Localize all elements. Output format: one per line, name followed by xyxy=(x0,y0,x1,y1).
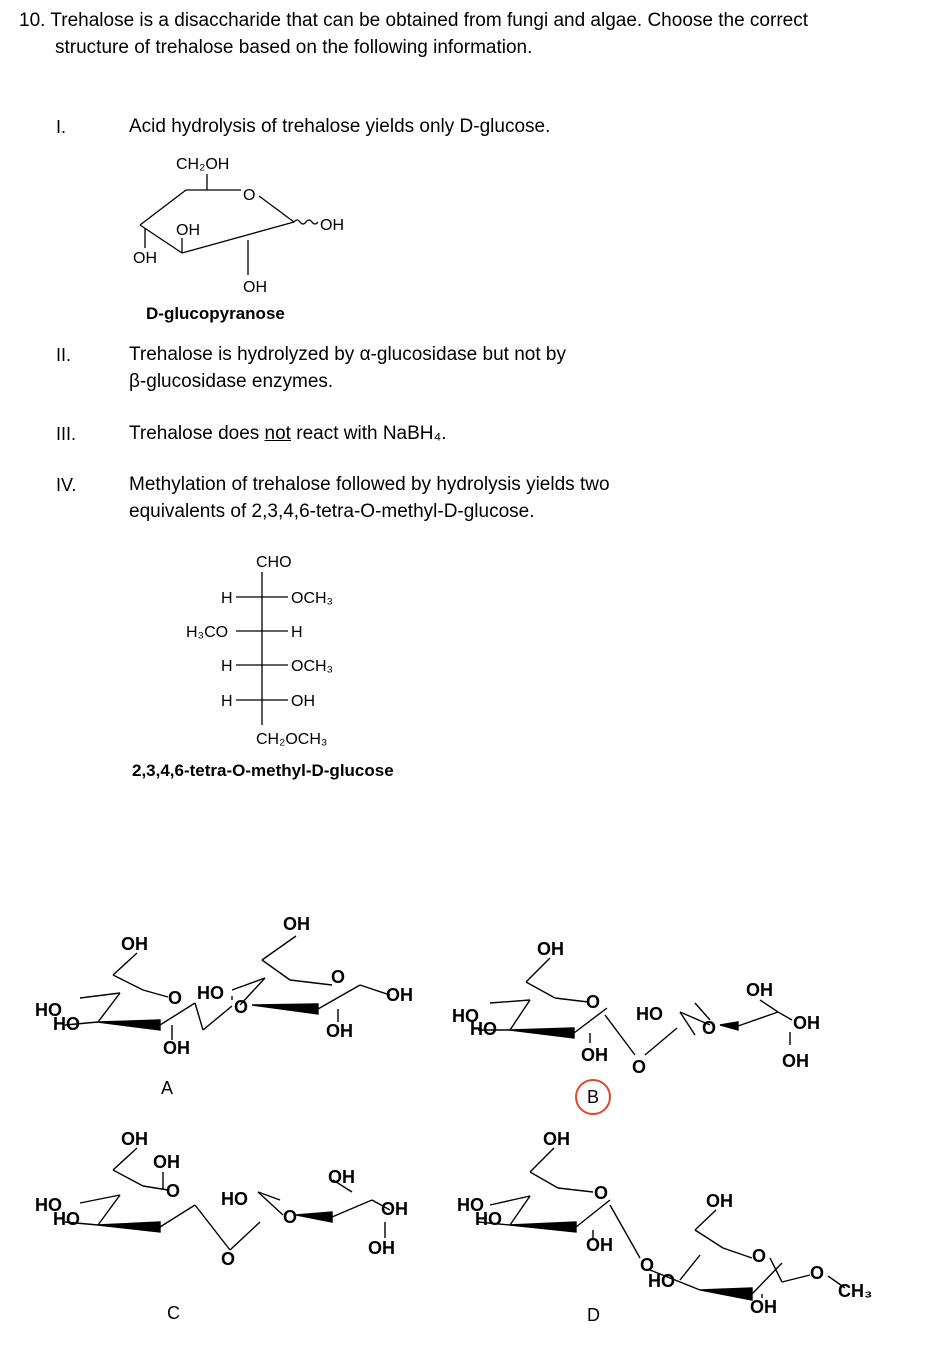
d-oh-1: OH xyxy=(543,1129,570,1149)
d-o-1: O xyxy=(594,1183,609,1203)
statement-iii-after: react with NaBH₄. xyxy=(290,423,447,444)
a-o-1: O xyxy=(168,988,183,1008)
fischer-caption: 2,3,4,6-tetra-O-methyl-D-glucose xyxy=(132,761,394,780)
statement-iii-underlined: not xyxy=(264,423,291,444)
fischer-top: CHO xyxy=(256,554,292,571)
fischer-row2-left: H₃CO xyxy=(186,624,229,641)
fischer-row2-right: H xyxy=(291,624,303,641)
gp-ring-o: O xyxy=(243,187,256,204)
b-oh-5: OH xyxy=(782,1051,809,1071)
d-oh-3: OH xyxy=(706,1191,733,1211)
fischer-bottom: CH₂OCH₃ xyxy=(256,731,328,748)
numeral-iv: IV. xyxy=(56,475,77,495)
c-oh-2: OH xyxy=(153,1152,180,1172)
b-ho-1: HO xyxy=(452,1006,479,1026)
b-ho-2: HO xyxy=(470,1019,497,1039)
choice-c-label[interactable]: C xyxy=(167,1303,180,1323)
gp-oh-c2: OH xyxy=(243,279,267,296)
fischer-row3-right: OCH₃ xyxy=(291,658,334,675)
c-oh-5: OH xyxy=(368,1238,395,1258)
c-oh-1: OH xyxy=(121,1129,148,1149)
choice-a-label[interactable]: A xyxy=(161,1078,174,1098)
statement-iv-line-2: equivalents of 2,3,4,6-tetra-O-methyl-D-glucose. xyxy=(129,501,535,522)
a-oh-1: OH xyxy=(121,934,148,954)
choice-d-label[interactable]: D xyxy=(587,1305,600,1325)
a-oh-3: OH xyxy=(283,914,310,934)
b-ho-3: HO xyxy=(636,1004,663,1024)
statement-iv-line-1: Methylation of trehalose followed by hydrolysis yields two xyxy=(129,474,610,495)
d-ho-3: HO xyxy=(648,1271,675,1291)
b-oh-2: OH xyxy=(581,1045,608,1065)
choice-b-label[interactable]: B xyxy=(587,1087,600,1107)
numeral-ii: II. xyxy=(56,345,72,365)
fischer-row4-right: OH xyxy=(291,693,315,710)
a-ho-2: HO xyxy=(53,1014,80,1034)
c-ho-2: HO xyxy=(53,1209,80,1229)
d-oh-2: OH xyxy=(586,1235,613,1255)
c-o-3: O xyxy=(283,1207,298,1227)
a-o-2: O xyxy=(234,997,249,1017)
a-oh-5: OH xyxy=(326,1021,353,1041)
c-oh-4: OH xyxy=(381,1199,408,1219)
a-oh-4: OH xyxy=(386,985,413,1005)
gp-oh-c4: OH xyxy=(176,222,200,239)
fischer-row3-left: H xyxy=(221,658,233,675)
a-o-3: O xyxy=(331,967,346,987)
c-oh-3: OH xyxy=(328,1167,355,1187)
statement-ii-line-2: β-glucosidase enzymes. xyxy=(129,371,334,392)
d-ho-2: HO xyxy=(475,1209,502,1229)
d-oh-4: OH xyxy=(750,1297,777,1317)
a-ho-3: HO xyxy=(197,983,224,1003)
b-o-2: O xyxy=(632,1057,647,1077)
b-o-3: O xyxy=(702,1018,717,1038)
b-oh-1: OH xyxy=(537,939,564,959)
gp-oh-anomeric: OH xyxy=(320,217,344,234)
statement-iii-before: Trehalose does xyxy=(129,423,265,444)
gp-oh-c3: OH xyxy=(133,250,157,267)
numeral-iii: III. xyxy=(56,424,77,444)
b-oh-4: OH xyxy=(793,1013,820,1033)
gp-ch2oh: CH₂OH xyxy=(176,156,230,173)
d-ch3: CH₃ xyxy=(838,1281,873,1301)
numeral-i: I. xyxy=(56,117,67,137)
fischer-row4-left: H xyxy=(221,693,233,710)
statement-i: Acid hydrolysis of trehalose yields only D-glucose. xyxy=(129,116,551,137)
a-ho-1: HO xyxy=(35,1000,62,1020)
statement-ii-line-1: Trehalose is hydrolyzed by α-glucosidase but not by xyxy=(129,344,566,365)
question-line-1: 10. Trehalose is a disaccharide that can be obtained from fungi and algae. Choose the correct xyxy=(19,10,808,31)
gp-caption: D-glucopyranose xyxy=(146,304,285,323)
d-o-3: O xyxy=(752,1246,767,1266)
fischer-row1-right: OCH₃ xyxy=(291,590,334,607)
b-oh-3: OH xyxy=(746,980,773,1000)
b-o-1: O xyxy=(586,992,601,1012)
fischer-row1-left: H xyxy=(221,590,233,607)
d-o-2: O xyxy=(640,1255,655,1275)
question-line-2: structure of trehalose based on the following information. xyxy=(55,37,533,58)
c-o-1: O xyxy=(166,1181,181,1201)
c-ho-3: HO xyxy=(221,1189,248,1209)
c-ho-1: HO xyxy=(35,1195,62,1215)
d-ho-1: HO xyxy=(457,1195,484,1215)
d-o-4: O xyxy=(810,1263,825,1283)
a-oh-2: OH xyxy=(163,1038,190,1058)
c-o-2: O xyxy=(221,1249,236,1269)
